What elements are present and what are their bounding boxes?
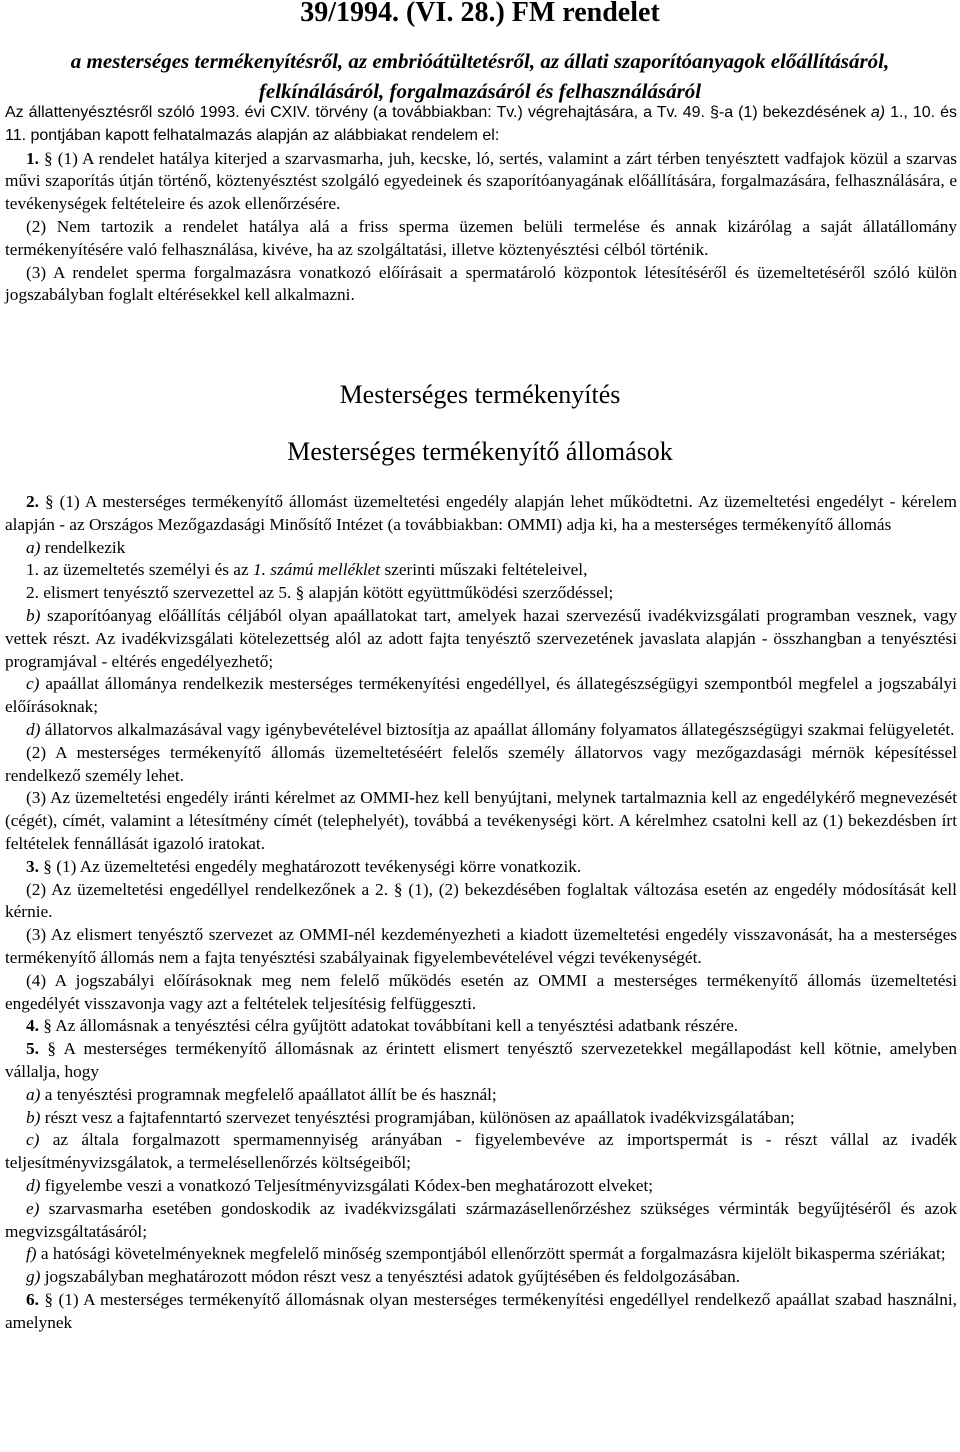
preamble-section-1-block (5, 102, 957, 307)
sections-2-6-block (5, 491, 957, 1334)
section-2-point-a: a) rendelkezik (26, 537, 126, 557)
section-3-paragraph-2: (2) Az üzemeltetési engedéllyel rendelkezőnek a 2. § (1), (2) bekezdésében foglaltak változása esetén az engedély módosítását kell kérnie. (5, 879, 957, 922)
section-5-point-e: e) szarvasmarha esetében gondoskodik az ivadékvizsgálati származásellenőrzéshez szükséges vérminták begyűjtéséről és azok megvizsgáltatásáról; (5, 1198, 957, 1241)
section-number: 6. (26, 1289, 39, 1309)
section-5-point-f: f) a hatósági követelményeknek megfelelő minőség szempontjából ellenőrzött spermát a forgalmazásra kijelölt bikasperma szériákat; (26, 1244, 946, 1264)
section-number: 2. (26, 492, 39, 511)
preamble: Az állattenyésztésről szóló 1993. évi CXIV. törvény (a továbbiakban: Tv.) végrehajtására, a Tv. 49. §-a (1) bekezdésének a) 1., 10. és 11. pontjában kapott felhatalmazás alapján az alábbiakat rendelem el: (5, 104, 957, 144)
section-1-paragraph-1: 1. § (1) A rendelet hatálya kiterjed a szarvasmarha, juh, kecske, ló, sertés, valamint a zárt térben tenyésztett vadfajok közül a szarvas művi szaporítás útján történő, köztenyésztést szolgáló egyedeinek és szaporítóanyagának előállítására, forgalmazására, felhasználására, e tevékenységek feltételeire és azok ellenőrzésére. (5, 148, 957, 214)
section-2-point-c: c) apaállat állománya rendelkezik mesterséges termékenyítési engedéllyel, és állategészségügyi szempontból megfelel a jogszabályi előírásoknak; (5, 674, 957, 717)
section-number: 5. (26, 1039, 39, 1059)
document-title: 39/1994. (VI. 28.) FM rendelet (300, 0, 660, 28)
section-2-paragraph-3: (3) Az üzemeltetési engedély iránti kérelmet az OMMI-hez kell benyújtani, melynek tartalmaznia kell az engedélykérő megnevezését (cégét), címét, valamint a létesítmény címét (telephelyét), továbbá a tevékenységi kört. A kérelmhez csatolni kell az (1) bekezdésben írt feltételek fennállását igazoló iratokat. (5, 788, 957, 853)
section-5-paragraph-1: 5. § A mesterséges termékenyítő állomásnak az érintett elismert tenyésztő szervezetekkel megállapodást kell kötnie, amelyben vállalja, hogy (5, 1039, 957, 1081)
subtitle-line-1: a mesterséges termékenyítésről, az embrióátültetésről, az állati szaporítóanyagok előállításáról, (70, 49, 890, 73)
section-number: 1. (26, 148, 39, 168)
section-number: 4. (26, 1016, 39, 1036)
section-5-point-g: g) jogszabályban meghatározott módon részt vesz a tenyésztési adatok gyűjtésében és feldolgozásában. (26, 1267, 741, 1287)
section-2-point-b: b) szaporítóanyag előállítás céljából olyan apaállatokat tart, amelyek hazai szervezésű ivadékvizsgálati programban vesznek, vagy vettek részt. Az ivadékvizsgálati kötelezettség alól az adott fajta tenyésztő szervezetének javaslata alapján - összhangban a tenyésztési programjával - eltérés engedélyezhető; (5, 605, 957, 671)
section-2-item-1: 1. az üzemeltetés személyi és az 1. számú melléklet szerinti műszaki feltételeivel, (26, 560, 588, 580)
section-3-paragraph-3: (3) Az elismert tenyésztő szervezet az OMMI-nél kezdeményezheti a kiadott üzemeltetési engedély visszavonását, ha a mesterséges termékenyítő állomás nem a fajta tenyésztési szabályainak figyelembevételével végzi tevékenységét. (5, 925, 957, 967)
section-3-paragraph-1: 3. § (1) Az üzemeltetési engedély meghatározott tevékenységi körre vonatkozik. (26, 856, 582, 876)
section-2-item-2: 2. elismert tenyésztő szervezettel az 5. § alapján kötött együttműködési szerződéssel; (26, 583, 614, 603)
section-3-paragraph-4: (4) A jogszabályi előírásoknak meg nem felelő működés esetén az OMMI a mesterséges termékenyítő állomás üzemeltetési engedélyét visszavonja vagy azt a feltételek teljesítésig felfüggeszti. (5, 970, 957, 1013)
section-2-point-d: d) állatorvos alkalmazásával vagy igénybevételével biztosítja az apaállat állomány folyamatos állategészségügyi szakmai felügyeletét. (26, 719, 955, 739)
section-5-point-c: c) az általa forgalmazott spermamennyiség arányában - figyelembevéve az importspermát is - részt vállal az ivadék teljesítményvizsgálatok, a termelésellenőrzés költségeiből; (5, 1130, 957, 1173)
section-5-point-b: b) részt vesz a fajtafenntartó szervezet tenyésztési programjában, különösen az apaállatok ivadékvizsgálatában; (26, 1107, 795, 1127)
section-1-paragraph-2: (2) Nem tartozik a rendelet hatálya alá a friss sperma üzemen belüli termelése és annak kizárólag a saját állatállomány termékenyítésére való felhasználása, kivéve, ha az szolgáltatási, illetve köztenyésztési célból történik. (5, 216, 957, 259)
section-2-paragraph-1: 2. § (1) A mesterséges termékenyítő állomást üzemeltetési engedély alapján lehet működtetni. Az üzemeltetési engedélyt - kérelem alapján - az Országos Mezőgazdasági Minősítő Intézet (a továbbiakban: OMMI) adja ki, ha a mesterséges termékenyítő állomás (5, 492, 957, 534)
document-subtitle (0, 46, 960, 106)
section-5-point-a: a) a tenyésztési programnak megfelelő apaállatot állít be és használ; (26, 1084, 497, 1104)
section-5-point-d: d) figyelembe veszi a vonatkozó Teljesítményvizsgálati Kódex-ben meghatározott elveket; (26, 1175, 654, 1195)
section-2-paragraph-2: (2) A mesterséges termékenyítő állomás üzemeltetéséért felelős személy állatorvos vagy mezőgazdasági mérnök képesítéssel rendelkező személy lehet. (5, 742, 957, 785)
section-6-paragraph-1: 6. § (1) A mesterséges termékenyítő állomásnak olyan mesterséges termékenyítési engedéllyel rendelkező apaállat szabad használni, amelynek (5, 1289, 957, 1332)
section-number: 3. (26, 856, 39, 876)
section-heading-artificial-insemination: Mesterséges termékenyítés (339, 380, 621, 409)
section-1-paragraph-3: (3) A rendelet sperma forgalmazásra vonatkozó előírásait a spermatároló központok létesítéséről és üzemeltetéséről szóló külön jogszabályban foglalt eltérésekkel kell alkalmazni. (5, 262, 957, 305)
subtitle-line-2: felkínálásáról, forgalmazásáról és felhasználásáról (258, 79, 702, 103)
section-4-paragraph-1: 4. § Az állomásnak a tenyésztési célra gyűjtött adatokat továbbítani kell a tenyésztési adatbank részére. (26, 1016, 739, 1036)
section-heading-insemination-stations: Mesterséges termékenyítő állomások (287, 437, 673, 466)
